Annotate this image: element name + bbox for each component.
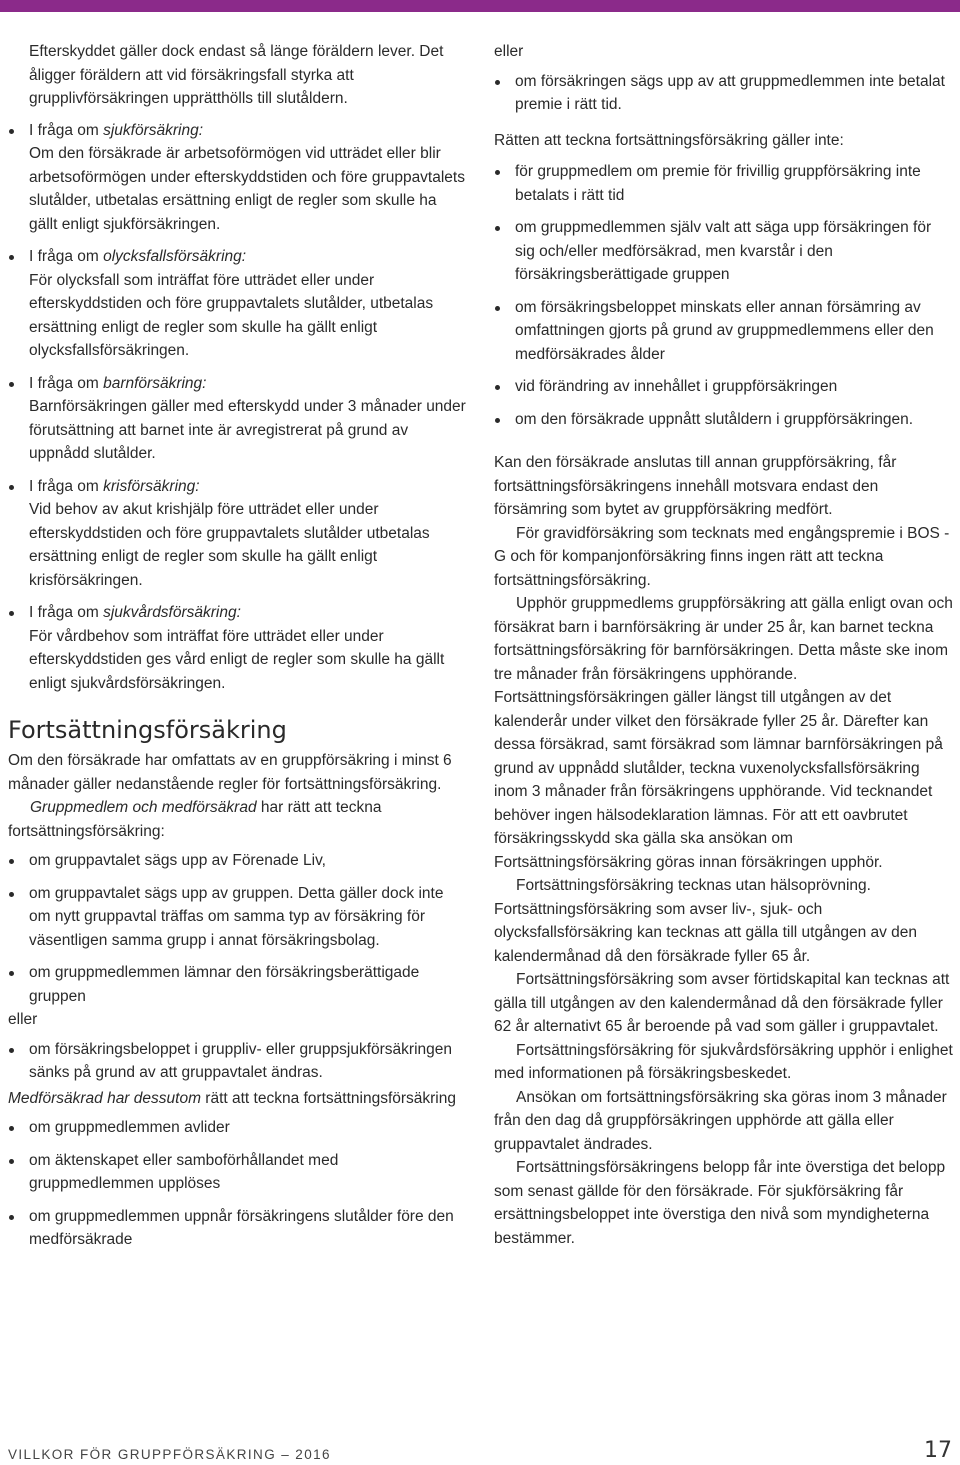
paragraph: Gruppmedlem och medförsäkrad har rätt att teckna fortsättningsförsäkring: — [8, 799, 382, 840]
list-item: om äktenskapet eller samboförhållandet med gruppmedlemmen upplöses — [8, 1149, 466, 1196]
top-accent-bar — [0, 0, 960, 12]
paragraph: Fortsättningsförsäkring som avser förtidskapital kan tecknas att gälla till utgången av den kalendermånad då den försäkrade fyller 62 år alternativt 65 år beroende på vad som gäller i gruppavtalet. — [494, 971, 950, 1035]
medforsakrad-list — [8, 1116, 466, 1252]
paragraph: Kan den försäkrade anslutas till annan gruppförsäkring, får fortsättningsförsäkringens innehåll motsvara endast den försämring som bytet av gruppförsäkring medfört. — [494, 454, 897, 518]
paragraph: Upphör gruppmedlems gruppförsäkring att gälla enligt ovan och försäkrat barn i barnförsäkring är under 25 år, kan barnet teckna fortsättningsförsäkring för barnförsäkringen. Detta måste ske inom tre månader från försäkringens upphörande. Fortsättningsförsäkringen gäller längst till utgången av det kalenderår under vilket den försäkrade fyller 25 år. Därefter kan dessa försäkrad, samt försäkrad som lämnar barnförsäkringen på grund av uppnådd slutålder, teckna vuxenolycksfallsförsäkring inom 3 månader från försäkringens upphörande. Vid tecknandet behöver ingen hälsodeklaration lämnas. För att ett oavbrutet försäkringsskydd ska gälla ska ansökan om Fortsättningsförsäkring göras innan försäkringen upphör. — [494, 595, 953, 871]
footer-title: VILLKOR FÖR GRUPPFÖRSÄKRING – 2016 — [8, 1447, 331, 1462]
right-to-insure-list-2 — [8, 1038, 466, 1085]
list-item: om försäkringen sägs upp av att gruppmedlemmen inte betalat premie i rätt tid. — [494, 70, 954, 117]
paragraph: Rätten att teckna fortsättningsförsäkring gäller inte: — [494, 131, 844, 149]
paragraph: Fortsättningsförsäkring tecknas utan hälsoprövning. Fortsättningsförsäkring som avser liv-, sjuk- och olycksfallsförsäkring kan tecknas att gälla till utgången av den kalendermånad då den försäkrade fyller 65 år. — [494, 877, 918, 965]
section-heading: Fortsättningsförsäkring — [8, 716, 287, 744]
list-item: om försäkringsbeloppet i gruppliv- eller gruppsjukförsäkringen sänks på grund av att gruppavtalet ändras. — [8, 1038, 466, 1085]
paragraph: Fortsättningsförsäkringens belopp får inte överstiga det belopp som senast gällde för den försäkrade. För sjukförsäkring får ersättningsbeloppet inte överstiga den nivå som myndigheterna bestämmer. — [494, 1159, 946, 1247]
intro-paragraph: Efterskyddet gäller dock endast så länge föräldern lever. Det åligger föräldern att vid försäkringsfall styrka att grupplivförsäkringen upprätthölls till slutåldern. — [29, 43, 444, 107]
exclusions-list — [494, 160, 954, 431]
eller-text: eller — [494, 43, 524, 60]
list-item: I fråga om olycksfallsförsäkring: För olycksfall som inträffat före utträdet eller under efterskyddstiden och före gruppavtalets slutålder, utbetalas ersättning enligt de regler som skulle ha gällt enligt olycksfallsförsäkringen. — [8, 245, 466, 363]
paragraph: För gravidförsäkring som tecknats med engångspremie i BOS - G och för kompanjonförsäkring finns ingen rätt att teckna fortsättningsförsäkring. — [494, 524, 950, 589]
efterskydd-list — [8, 119, 466, 696]
paragraph: Ansökan om fortsättningsförsäkring ska göras inom 3 månader från den dag då gruppförsäkringen upphörde att gälla eller gruppavtalet ändrades. — [494, 1088, 947, 1153]
page-number: 17 — [924, 1438, 952, 1463]
eller-text: eller — [8, 1011, 38, 1028]
list-item: vid förändring av innehållet i gruppförsäkringen — [494, 375, 954, 399]
paragraph: Om den försäkrade har omfattats av en gruppförsäkring i minst 6 månader gäller nedanstående regler för fortsättningsförsäkring. — [8, 752, 452, 793]
right-column — [494, 40, 954, 1250]
paragraph: Fortsättningsförsäkring för sjukvårdsförsäkring upphör i enlighet med informationen på försäkringsbeskedet. — [494, 1041, 953, 1082]
list-item: I fråga om barnförsäkring: Barnförsäkringen gäller med efterskydd under 3 månader under förutsättning att barnet inte är avregistrerat på grund av uppnådd slutålder. — [8, 372, 466, 466]
paragraph: Medförsäkrad har dessutom rätt att teckna fortsättningsförsäkring — [8, 1089, 456, 1107]
list-item: om gruppmedlemmen avlider — [8, 1116, 466, 1140]
left-column — [8, 40, 466, 1261]
list-item: I fråga om sjukförsäkring: Om den försäkrade är arbetsoförmögen vid utträdet eller blir arbetsoförmögen under efterskyddstiden och före gruppavtalets slutålder, utbetalas ersättning enligt de regler som skulle ha gällt enligt sjukförsäkringen. — [8, 119, 466, 237]
list-item: I fråga om sjukvårdsförsäkring: För vårdbehov som inträffat före utträdet eller under efterskyddstiden ges vård enligt de regler som skulle ha gällt enligt sjukvårdsförsäkringen. — [8, 601, 466, 695]
right-to-insure-list — [8, 849, 466, 1008]
list-item: om den försäkrade uppnått slutåldern i gruppförsäkringen. — [494, 408, 954, 432]
list-item: om gruppmedlemmen uppnår försäkringens slutålder före den medförsäkrade — [8, 1205, 466, 1252]
list-item: om gruppmedlemmen själv valt att säga upp försäkringen för sig och/eller medförsäkrad, men kvarstår i den försäkringsberättigade gruppen — [494, 216, 954, 287]
list-item: I fråga om krisförsäkring: Vid behov av akut krishjälp före utträdet eller under efterskyddstiden och före gruppavtalets slutålder utbetalas ersättning enligt de regler som skulle ha gällt enligt krisförsäkringen. — [8, 475, 466, 593]
list-item: om gruppavtalet sägs upp av Förenade Liv, — [8, 849, 466, 873]
list-item: om försäkringsbeloppet minskats eller annan försämring av omfattningen gjorts på grund av gruppmedlemmens eller den medförsäkrades ålder — [494, 296, 954, 367]
list-item: för gruppmedlem om premie för frivillig gruppförsäkring inte betalats i rätt tid — [494, 160, 954, 207]
list-item: om gruppmedlemmen lämnar den försäkringsberättigade gruppen — [8, 961, 466, 1008]
continuation-list — [494, 70, 954, 117]
list-item: om gruppavtalet sägs upp av gruppen. Detta gäller dock inte om nytt gruppavtal träffas om samma typ av försäkring för väsentligen samma grupp i annat försäkringsbolag. — [8, 882, 466, 953]
